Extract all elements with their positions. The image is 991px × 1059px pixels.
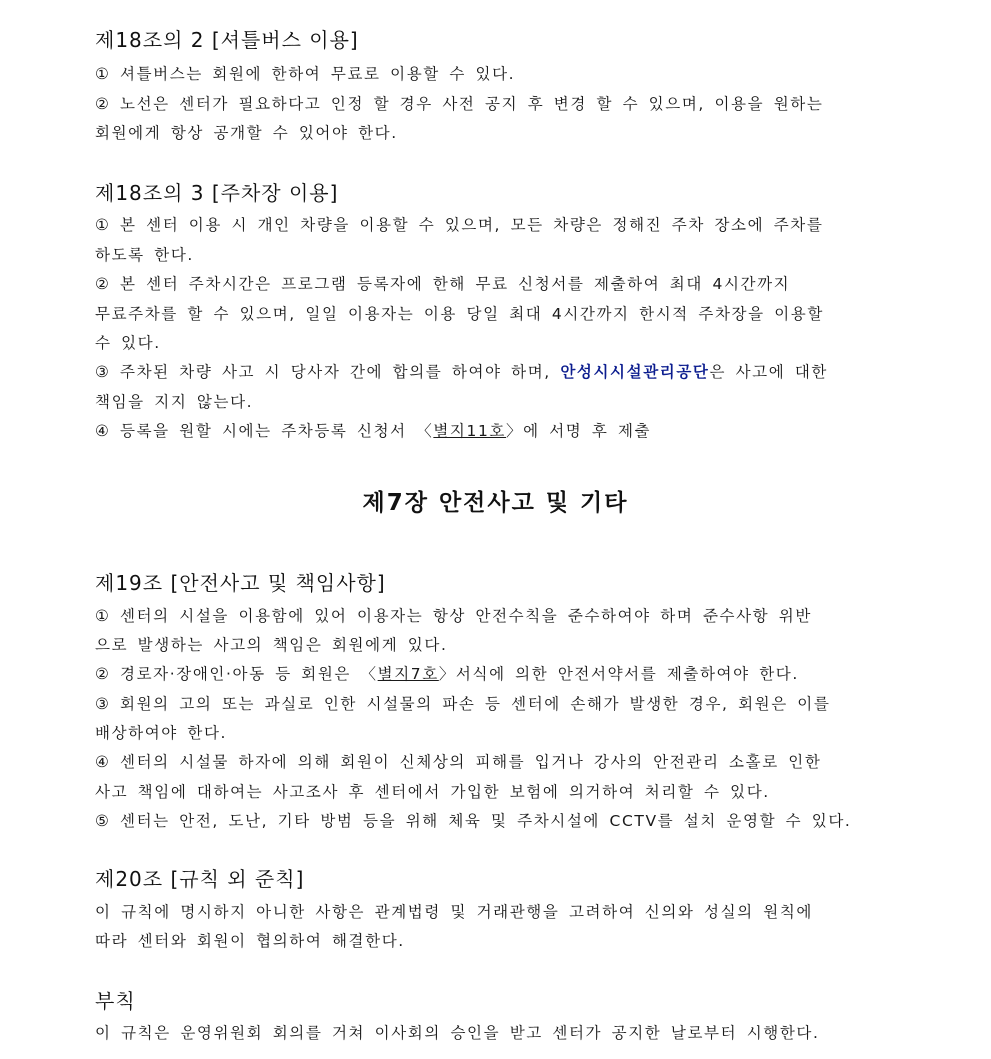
article-18-3-line-5: 수 있다. (95, 334, 161, 352)
article-18-3-line-7: 책임을 지지 않는다. (95, 393, 254, 411)
appendix-title: 부칙 (95, 989, 136, 1013)
article-18-3-title: 제18조의 3 [주차장 이용] (95, 181, 339, 205)
article-19-line-2: 으로 발생하는 사고의 책임은 회원에게 있다. (95, 636, 448, 654)
article-19-line-4: ③ 회원의 고의 또는 과실로 인한 시설물의 파손 등 센터에 손해가 발생한 경우, 회원은 이를 (95, 695, 831, 713)
organization-name: 안성시시설관리공단 (560, 363, 710, 381)
article-19-line-3 (95, 662, 799, 684)
article-18-3-line-8 (95, 419, 651, 441)
form-7-reference: 별지7호 (377, 665, 439, 683)
article-18-2-title: 제18조의 2 [셔틀버스 이용] (95, 28, 359, 52)
article-18-3-line-3: ② 본 센터 주차시간은 프로그램 등록자에 한해 무료 신청서를 제출하여 최대 4시간까지 (95, 275, 791, 293)
article-18-3-line-8-prefix: ④ 등록을 원할 시에는 주차등록 신청서 〈 (95, 422, 434, 440)
article-18-3-line-6-prefix: ③ 주차된 차량 사고 시 당사자 간에 합의를 하여야 하며, (95, 363, 561, 381)
form-11-reference: 별지11호 (433, 422, 507, 440)
article-20-line-1: 이 규칙에 명시하지 아니한 사항은 관계법령 및 거래관행을 고려하여 신의와 성실의 원칙에 (95, 903, 813, 921)
article-18-3-line-6-suffix: 은 사고에 대한 (709, 363, 828, 381)
appendix-line-1: 이 규칙은 운영위원회 회의를 거쳐 이사회의 승인을 받고 센터가 공지한 날로부터 시행한다. (95, 1024, 820, 1042)
article-19-line-7: 사고 책임에 대하여는 사고조사 후 센터에서 가입한 보험에 의거하여 처리할 수 있다. (95, 783, 770, 801)
article-18-3-line-1: ① 본 센터 이용 시 개인 차량을 이용할 수 있으며, 모든 차량은 정해진 주차 장소에 주차를 (95, 216, 824, 234)
article-19-line-1: ① 센터의 시설을 이용함에 있어 이용자는 항상 안전수칙을 준수하여야 하며 준수사항 위반 (95, 607, 812, 625)
article-18-3-line-2: 하도록 한다. (95, 246, 194, 264)
article-18-2-line-1: ① 셔틀버스는 회원에 한하여 무료로 이용할 수 있다. (95, 65, 516, 83)
chapter-7-title: 제7장 안전사고 및 기타 (362, 490, 629, 516)
article-19-line-3-suffix: 〉서식에 의한 안전서약서를 제출하여야 한다. (438, 665, 799, 683)
article-18-2-line-2: ② 노선은 센터가 필요하다고 인정 할 경우 사전 공지 후 변경 할 수 있으며, 이용을 원하는 (95, 95, 824, 113)
article-18-2-line-3: 회원에게 항상 공개할 수 있어야 한다. (95, 124, 398, 142)
article-18-3-line-8-suffix: 〉에 서명 후 제출 (506, 422, 652, 440)
article-18-3-line-6 (95, 360, 828, 382)
article-20-line-2: 따라 센터와 회원이 협의하여 해결한다. (95, 932, 405, 950)
article-19-line-8: ⑤ 센터는 안전, 도난, 기타 방범 등을 위해 체육 및 주차시설에 CCTV를 설치 운영할 수 있다. (95, 812, 852, 830)
article-19-line-5: 배상하여야 한다. (95, 724, 228, 742)
article-19-line-3-prefix: ② 경로자·장애인·아동 등 회원은 〈 (95, 665, 378, 683)
article-19-title: 제19조 [안전사고 및 책임사항] (95, 571, 386, 595)
article-18-3-line-4: 무료주차를 할 수 있으며, 일일 이용자는 이용 당일 최대 4시간까지 한시적 주차장을 이용할 (95, 305, 824, 323)
article-20-title: 제20조 [규칙 외 준칙] (95, 867, 305, 891)
article-19-line-6: ④ 센터의 시설물 하자에 의해 회원이 신체상의 피해를 입거나 강사의 안전관리 소홀로 인한 (95, 753, 822, 771)
